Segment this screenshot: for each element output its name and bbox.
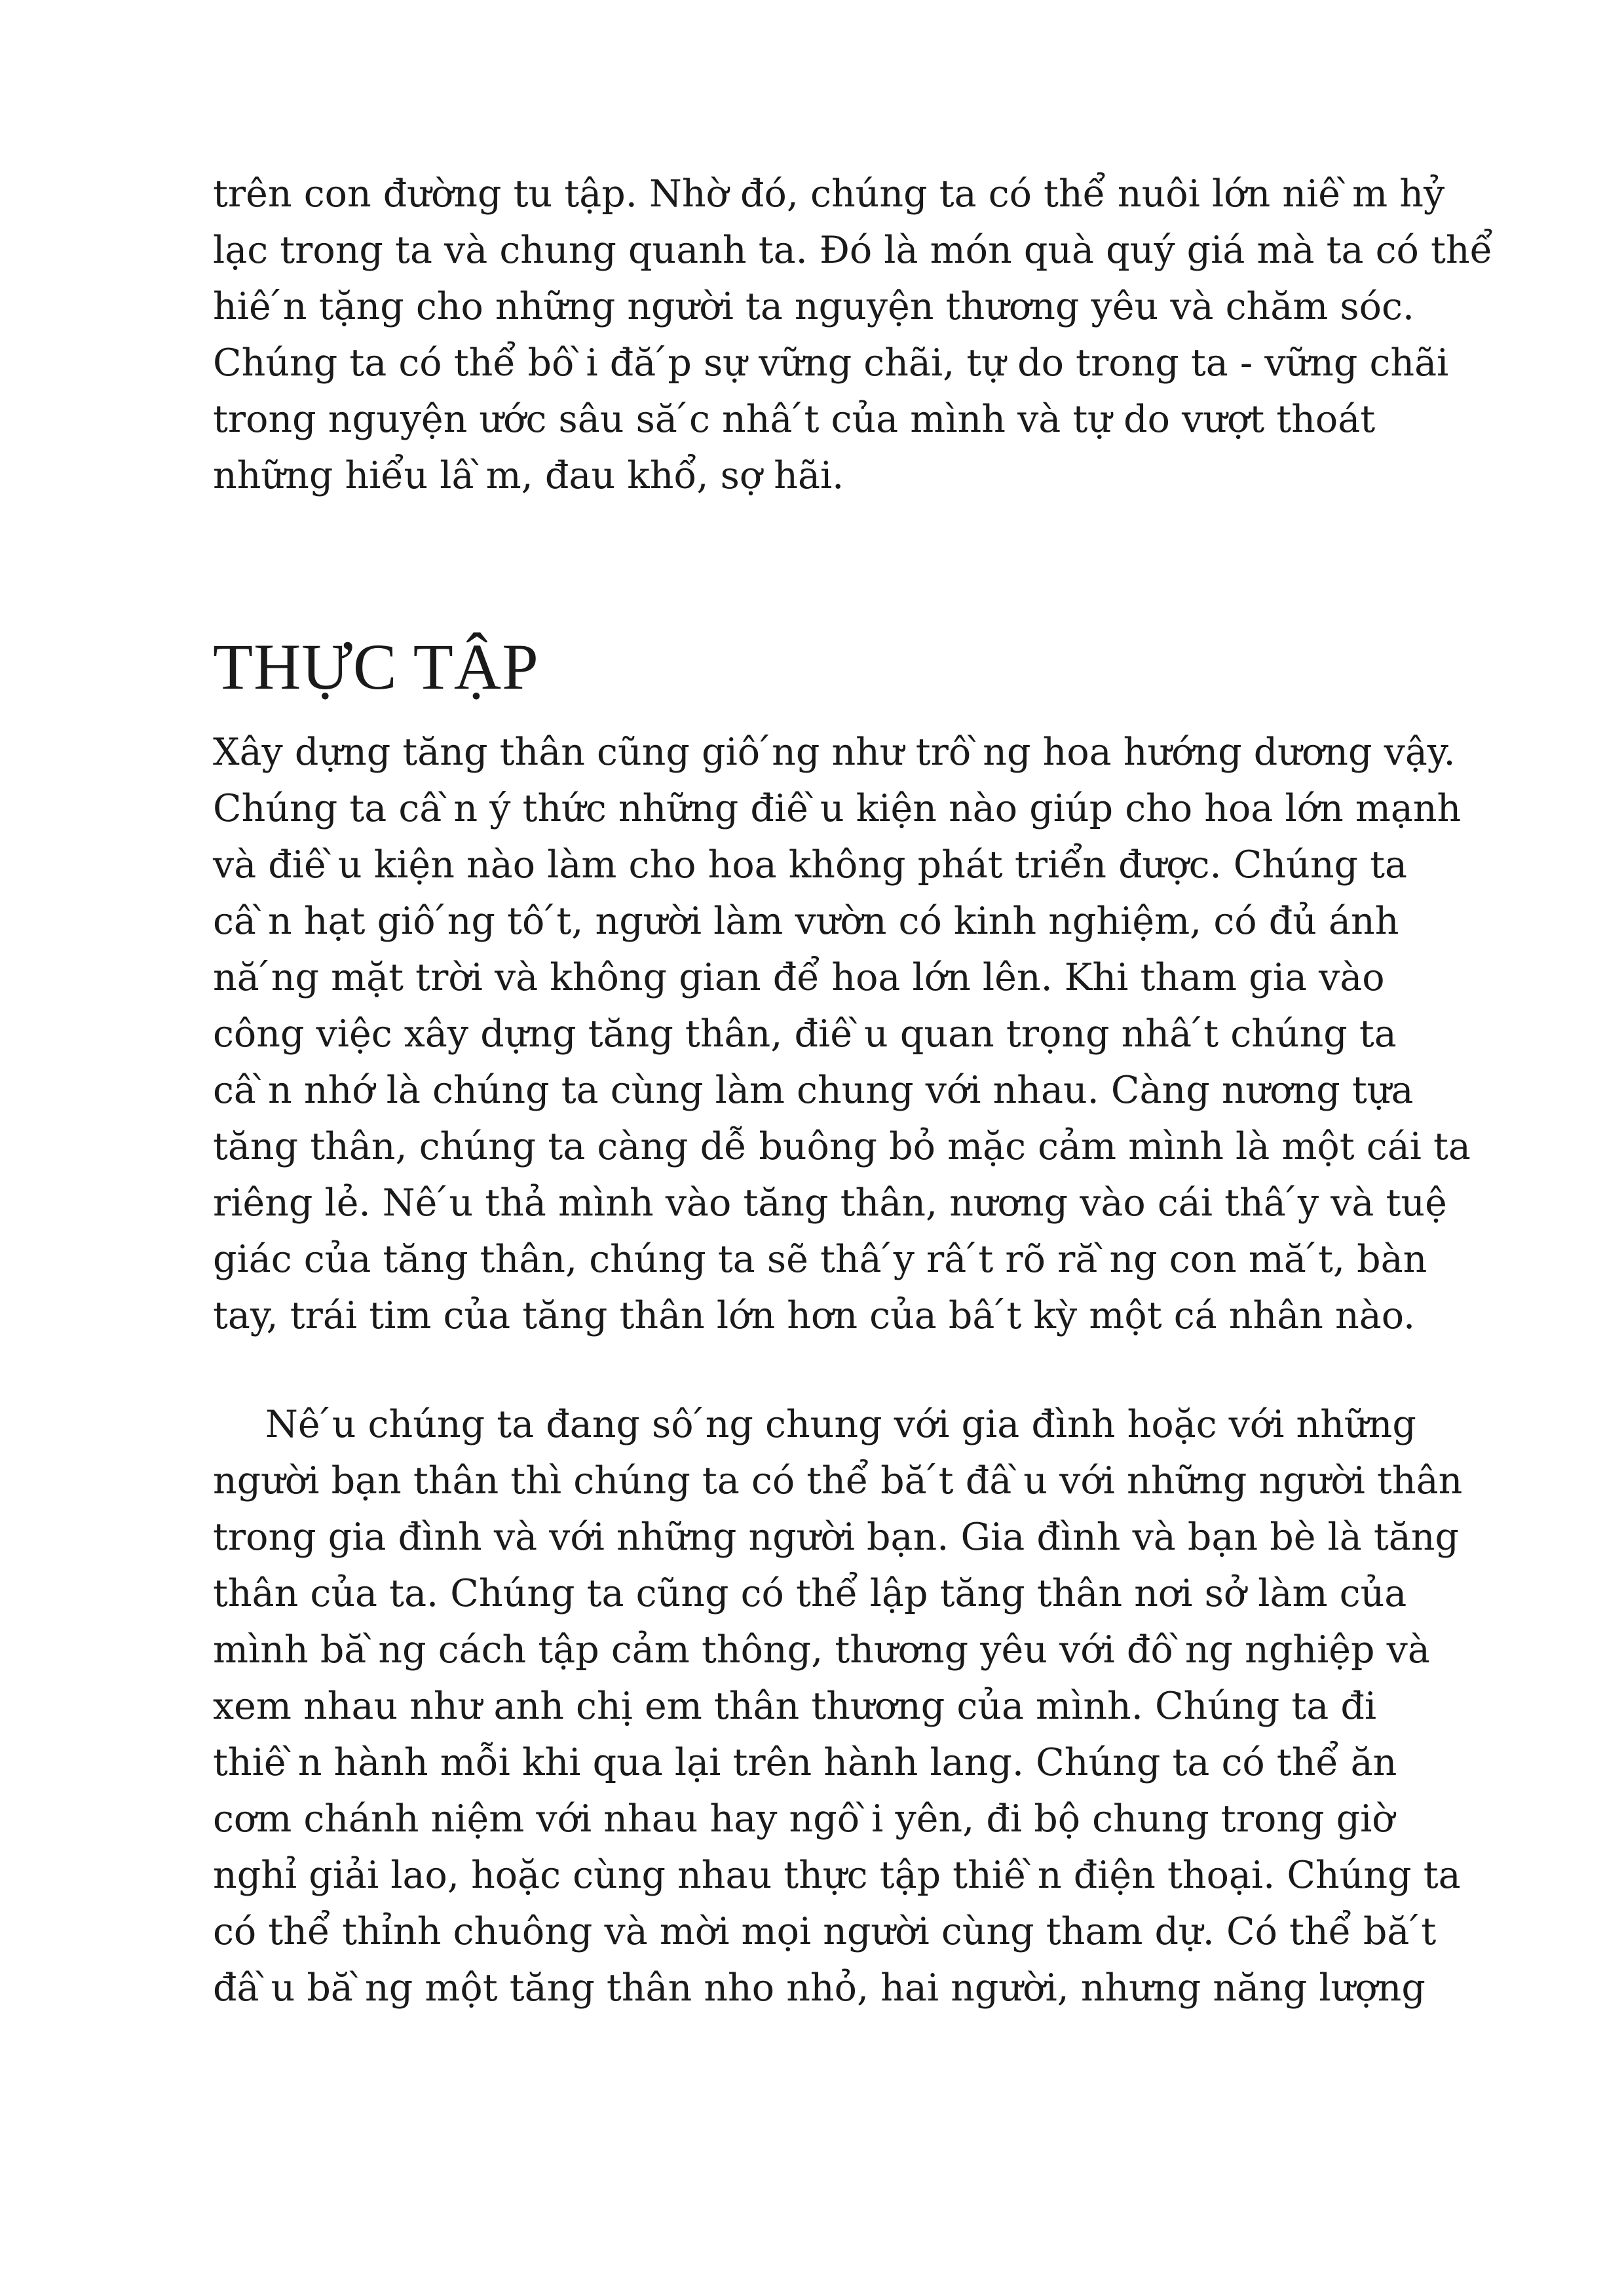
paragraph-3-line: trong gia đình và với những người bạn. Gia đình và bạn bè là tăng — [213, 1516, 1459, 1559]
paragraph-2-line: câ ̀n nhớ là chúng ta cùng làm chung với nhau. Càng nương tựa — [213, 1069, 1414, 1112]
paragraph-3-line: Nê ́u chúng ta đang sô ́ng chung với gia đình hoặc với những — [265, 1403, 1416, 1446]
paragraph-3-line: có thể thỉnh chuông và mời mọi người cùng tham dự. Có thể bă ́t — [213, 1910, 1437, 1953]
paragraph-1-line: lạc trong ta và chung quanh ta. Đó là món quà quý giá mà ta có thể — [213, 229, 1493, 272]
paragraph-1-line: trên con đường tu tập. Nhờ đó, chúng ta có thể nuôi lớn niê ̀m hỷ — [213, 172, 1445, 216]
paragraph-1-line: những hiểu lâ ̀m, đau khổ, sợ hãi. — [213, 454, 844, 497]
paragraph-3-line: thiê ̀n hành mỗi khi qua lại trên hành lang. Chúng ta có thể ăn — [213, 1741, 1397, 1784]
paragraph-3-line: đâ ̀u bă ̀ng một tăng thân nho nhỏ, hai người, nhưng năng lượng — [213, 1966, 1426, 2010]
paragraph-3-line: mình bă ̀ng cách tập cảm thông, thương yêu với đô ̀ng nghiệp và — [213, 1628, 1430, 1672]
paragraph-2-line: riêng lẻ. Nê ́u thả mình vào tăng thân, nương vào cái thâ ́y và tuệ — [213, 1181, 1447, 1225]
paragraph-1-line: trong nguyện ước sâu să ́c nhâ ́t của mình và tự do vượt thoát — [213, 398, 1376, 441]
paragraph-2-line: công việc xây dựng tăng thân, điê ̀u quan trọng nhâ ́t chúng ta — [213, 1012, 1397, 1056]
paragraph-2-line: tay, trái tim của tăng thân lớn hơn của bâ ́t kỳ một cá nhân nào. — [213, 1294, 1416, 1337]
paragraph-1-line: hiê ́n tặng cho những người ta nguyện thương yêu và chăm sóc. — [213, 285, 1415, 328]
paragraph-3-line: cơm chánh niệm với nhau hay ngô ̀i yên, đi bộ chung trong giờ — [213, 1797, 1395, 1841]
paragraph-2-line: và điê ̀u kiện nào làm cho hoa không phát triển được. Chúng ta — [213, 843, 1408, 887]
paragraph-2-line: giác của tăng thân, chúng ta sẽ thâ ́y râ ́t rõ ră ̀ng con mă ́t, bàn — [213, 1238, 1427, 1281]
paragraph-2-line: nă ́ng mặt trời và không gian để hoa lớn lên. Khi tham gia vào — [213, 956, 1385, 999]
paragraph-2-line: Chúng ta câ ̀n ý thức những điê ̀u kiện nào giúp cho hoa lớn mạnh — [213, 787, 1462, 830]
paragraph-2-line: Xây dựng tăng thân cũng giô ́ng như trô ̀ng hoa hướng dương vậy. — [213, 731, 1456, 774]
section-heading: THỰC TẬP — [213, 630, 539, 703]
paragraph-3-line: thân của ta. Chúng ta cũng có thể lập tăng thân nơi sở làm của — [213, 1572, 1407, 1615]
paragraph-1-line: Chúng ta có thể bô ̀i đă ́p sự vững chãi, tự do trong ta - vững chãi — [213, 341, 1449, 385]
paragraph-2-line: tăng thân, chúng ta càng dễ buông bỏ mặc cảm mình là một cái ta — [213, 1125, 1471, 1168]
paragraph-3-line: nghỉ giải lao, hoặc cùng nhau thực tập thiê ̀n điện thoại. Chúng ta — [213, 1854, 1461, 1897]
paragraph-2-line: câ ̀n hạt giô ́ng tô ́t, người làm vườn có kinh nghiệm, có đủ ánh — [213, 900, 1399, 943]
paragraph-3-line: xem nhau như anh chị em thân thương của mình. Chúng ta đi — [213, 1685, 1377, 1728]
paragraph-3-line: người bạn thân thì chúng ta có thể bă ́t đâ ̀u với những người thân — [213, 1459, 1463, 1502]
